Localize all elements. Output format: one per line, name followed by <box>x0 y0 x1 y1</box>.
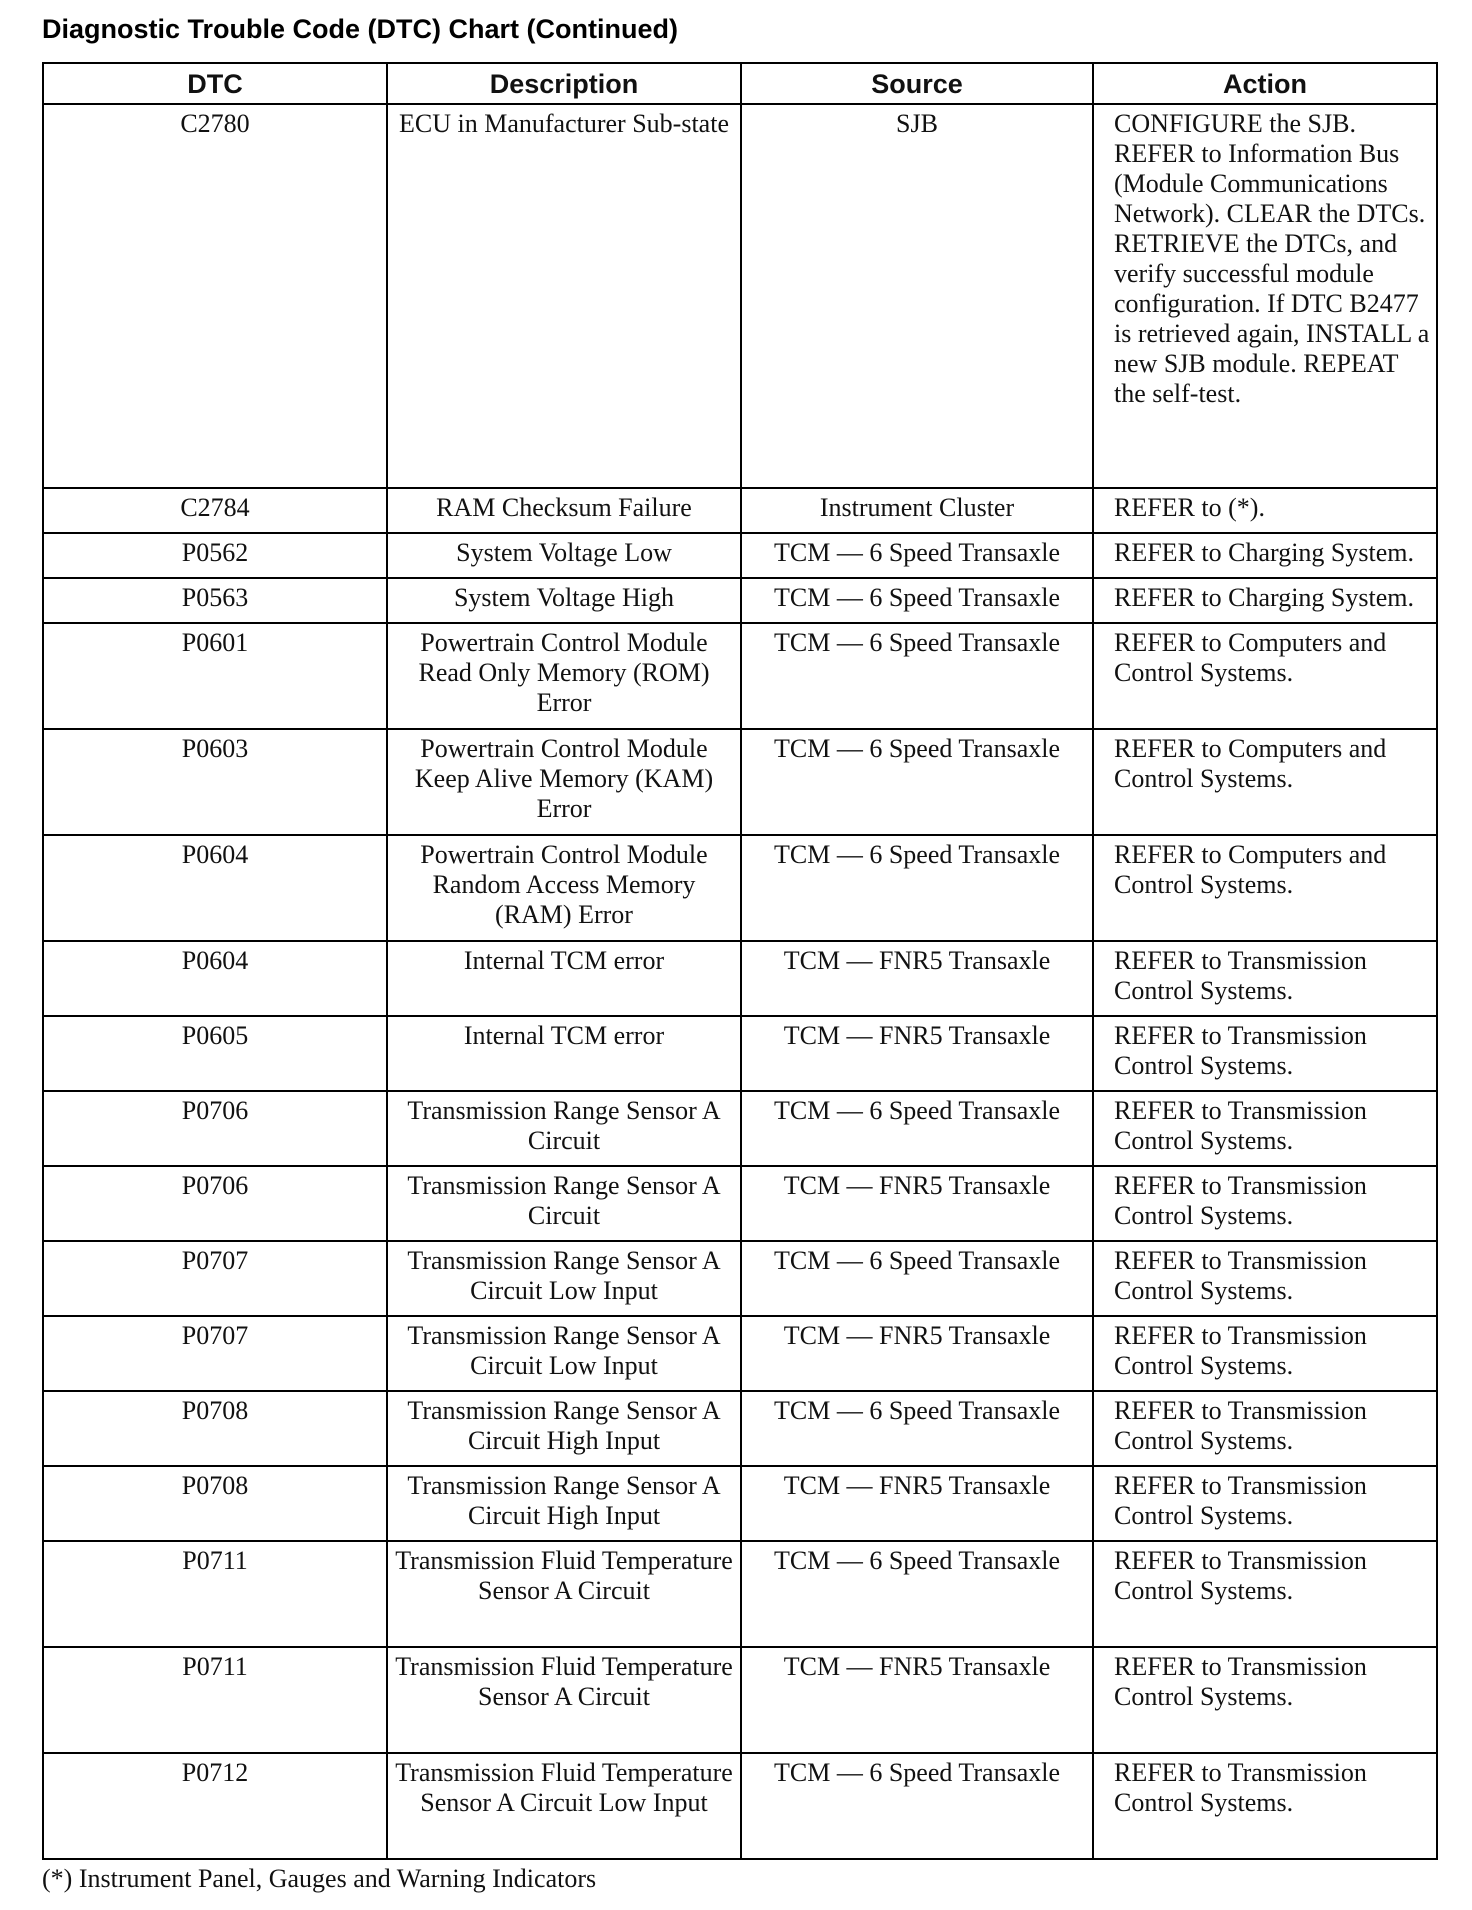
description-cell: Transmission Fluid Temperature Sensor A Circuit <box>387 1541 741 1647</box>
dtc-cell: P0711 <box>43 1541 387 1647</box>
dtc-cell: P0708 <box>43 1466 387 1541</box>
table-row <box>43 1391 1437 1466</box>
action-cell: REFER to Transmission Control Systems. <box>1093 1541 1437 1647</box>
table-row <box>43 941 1437 1016</box>
dtc-cell: P0603 <box>43 729 387 835</box>
table-row <box>43 488 1437 533</box>
source-cell: TCM — 6 Speed Transaxle <box>741 1091 1093 1166</box>
table-row <box>43 1541 1437 1647</box>
description-cell: Transmission Range Sensor A Circuit <box>387 1166 741 1241</box>
source-cell: TCM — 6 Speed Transaxle <box>741 1391 1093 1466</box>
source-cell: TCM — FNR5 Transaxle <box>741 941 1093 1016</box>
description-cell: Transmission Range Sensor A Circuit <box>387 1091 741 1166</box>
description-cell: Powertrain Control Module Keep Alive Memory (KAM) Error <box>387 729 741 835</box>
action-cell: REFER to Transmission Control Systems. <box>1093 1647 1437 1753</box>
source-cell: SJB <box>741 104 1093 488</box>
source-cell: TCM — 6 Speed Transaxle <box>741 1241 1093 1316</box>
action-cell: REFER to Transmission Control Systems. <box>1093 1466 1437 1541</box>
table-row <box>43 1016 1437 1091</box>
action-cell: CONFIGURE the SJB. REFER to Information Bus (Module Communications Network). CLEAR the DTCs. RETRIEVE the DTCs, and verify successful module configuration. If DTC B2477 is retrieved again, INSTALL a new SJB module. REPEAT the self-test. <box>1093 104 1437 488</box>
source-cell: TCM — FNR5 Transaxle <box>741 1016 1093 1091</box>
description-cell: Powertrain Control Module Read Only Memory (ROM) Error <box>387 623 741 729</box>
description-cell: Internal TCM error <box>387 941 741 1016</box>
table-row <box>43 1466 1437 1541</box>
table-row <box>43 1091 1437 1166</box>
table-row <box>43 835 1437 941</box>
dtc-cell: P0604 <box>43 941 387 1016</box>
dtc-cell: P0605 <box>43 1016 387 1091</box>
description-cell: Transmission Range Sensor A Circuit High Input <box>387 1466 741 1541</box>
description-cell: Transmission Range Sensor A Circuit Low Input <box>387 1316 741 1391</box>
source-cell: TCM — 6 Speed Transaxle <box>741 835 1093 941</box>
description-cell: Internal TCM error <box>387 1016 741 1091</box>
description-cell: System Voltage Low <box>387 533 741 578</box>
action-cell: REFER to Transmission Control Systems. <box>1093 1241 1437 1316</box>
column-header-dtc: DTC <box>43 63 387 104</box>
table-row <box>43 623 1437 729</box>
action-cell: REFER to (*). <box>1093 488 1437 533</box>
page-title: Diagnostic Trouble Code (DTC) Chart (Continued) <box>42 14 678 44</box>
source-cell: TCM — 6 Speed Transaxle <box>741 578 1093 623</box>
table-row <box>43 1241 1437 1316</box>
action-cell: REFER to Transmission Control Systems. <box>1093 1391 1437 1466</box>
source-cell: Instrument Cluster <box>741 488 1093 533</box>
source-cell: TCM — 6 Speed Transaxle <box>741 729 1093 835</box>
action-cell: REFER to Transmission Control Systems. <box>1093 1316 1437 1391</box>
dtc-cell: P0563 <box>43 578 387 623</box>
action-cell: REFER to Transmission Control Systems. <box>1093 941 1437 1016</box>
action-cell: REFER to Transmission Control Systems. <box>1093 1166 1437 1241</box>
dtc-cell: P0601 <box>43 623 387 729</box>
table-row <box>43 533 1437 578</box>
table-row <box>43 104 1437 488</box>
description-cell: Transmission Range Sensor A Circuit Low Input <box>387 1241 741 1316</box>
column-header-source: Source <box>741 63 1093 104</box>
dtc-cell: P0604 <box>43 835 387 941</box>
table-row <box>43 1316 1437 1391</box>
footnote: (*) Instrument Panel, Gauges and Warning Indicators <box>42 1864 597 1893</box>
dtc-cell: P0712 <box>43 1753 387 1859</box>
action-cell: REFER to Computers and Control Systems. <box>1093 623 1437 729</box>
action-cell: REFER to Computers and Control Systems. <box>1093 729 1437 835</box>
source-cell: TCM — FNR5 Transaxle <box>741 1466 1093 1541</box>
source-cell: TCM — 6 Speed Transaxle <box>741 623 1093 729</box>
description-cell: Transmission Range Sensor A Circuit High Input <box>387 1391 741 1466</box>
action-cell: REFER to Transmission Control Systems. <box>1093 1016 1437 1091</box>
table-row <box>43 1166 1437 1241</box>
action-cell: REFER to Charging System. <box>1093 578 1437 623</box>
dtc-cell: P0562 <box>43 533 387 578</box>
table-row <box>43 578 1437 623</box>
dtc-cell: P0707 <box>43 1316 387 1391</box>
description-cell: ECU in Manufacturer Sub-state <box>387 104 741 488</box>
description-cell: Transmission Fluid Temperature Sensor A Circuit Low Input <box>387 1753 741 1859</box>
source-cell: TCM — 6 Speed Transaxle <box>741 1541 1093 1647</box>
source-cell: TCM — 6 Speed Transaxle <box>741 533 1093 578</box>
action-cell: REFER to Transmission Control Systems. <box>1093 1091 1437 1166</box>
description-cell: Transmission Fluid Temperature Sensor A Circuit <box>387 1647 741 1753</box>
action-cell: REFER to Transmission Control Systems. <box>1093 1753 1437 1859</box>
description-cell: Powertrain Control Module Random Access Memory (RAM) Error <box>387 835 741 941</box>
dtc-cell: P0707 <box>43 1241 387 1316</box>
description-cell: RAM Checksum Failure <box>387 488 741 533</box>
action-cell: REFER to Charging System. <box>1093 533 1437 578</box>
table-row <box>43 1647 1437 1753</box>
table-header-row <box>43 63 1437 104</box>
column-header-description: Description <box>387 63 741 104</box>
source-cell: TCM — FNR5 Transaxle <box>741 1647 1093 1753</box>
dtc-cell: C2780 <box>43 104 387 488</box>
dtc-table <box>42 62 1438 1860</box>
source-cell: TCM — FNR5 Transaxle <box>741 1166 1093 1241</box>
table-row <box>43 729 1437 835</box>
dtc-cell: P0711 <box>43 1647 387 1753</box>
source-cell: TCM — FNR5 Transaxle <box>741 1316 1093 1391</box>
table-row <box>43 1753 1437 1859</box>
action-cell: REFER to Computers and Control Systems. <box>1093 835 1437 941</box>
dtc-cell: C2784 <box>43 488 387 533</box>
source-cell: TCM — 6 Speed Transaxle <box>741 1753 1093 1859</box>
column-header-action: Action <box>1093 63 1437 104</box>
dtc-cell: P0708 <box>43 1391 387 1466</box>
dtc-cell: P0706 <box>43 1091 387 1166</box>
dtc-cell: P0706 <box>43 1166 387 1241</box>
description-cell: System Voltage High <box>387 578 741 623</box>
